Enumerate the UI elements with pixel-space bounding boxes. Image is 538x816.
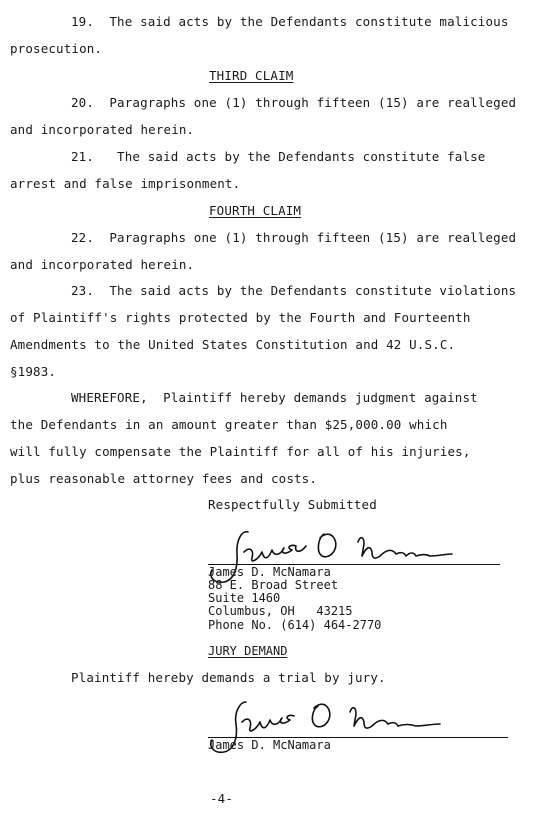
page-number: -4- <box>210 791 234 806</box>
jury-demand-heading: JURY DEMAND <box>208 644 288 658</box>
third-claim-heading: THIRD CLAIM <box>209 68 294 83</box>
paragraph-21-line-2: arrest and false imprisonment. <box>10 176 241 191</box>
fourth-claim-heading: FOURTH CLAIM <box>209 203 302 218</box>
paragraph-21-line-1: 21. The said acts by the Defendants constitute false <box>71 149 486 164</box>
paragraph-20-line-1: 20. Paragraphs one (1) through fifteen (15) are realleged <box>71 95 517 110</box>
wherefore-line-4: plus reasonable attorney fees and costs. <box>10 471 318 486</box>
paragraph-23-line-3: Amendments to the United States Constitution and 42 U.S.C. <box>10 337 456 352</box>
paragraph-22-line-2: and incorporated herein. <box>10 257 195 272</box>
jury-demand-text: Plaintiff hereby demands a trial by jury. <box>71 670 386 685</box>
closing-text: Respectfully Submitted <box>208 497 377 512</box>
paragraph-22-line-1: 22. Paragraphs one (1) through fifteen (15) are realleged <box>71 230 517 245</box>
paragraph-23-line-4: §1983. <box>10 364 57 379</box>
attorney-name: James D. McNamara <box>208 565 331 579</box>
paragraph-23-line-2: of Plaintiff's rights protected by the Fourth and Fourteenth <box>10 310 471 325</box>
paragraph-23-line-1: 23. The said acts by the Defendants constitute violations <box>71 283 517 298</box>
jury-signer-name: James D. McNamara <box>208 738 331 752</box>
wherefore-line-3: will fully compensate the Plaintiff for all of his injuries, <box>10 444 471 459</box>
attorney-suite: Suite 1460 <box>208 591 281 605</box>
wherefore-line-2: the Defendants in an amount greater than $25,000.00 which <box>10 417 448 432</box>
attorney-city: Columbus, OH 43215 <box>208 604 353 618</box>
paragraph-19-line-1: 19. The said acts by the Defendants constitute malicious <box>71 14 509 29</box>
attorney-phone: Phone No. (614) 464-2770 <box>208 618 382 632</box>
attorney-street: 88 E. Broad Street <box>208 578 339 592</box>
paragraph-20-line-2: and incorporated herein. <box>10 122 195 137</box>
wherefore-line-1: WHEREFORE, Plaintiff hereby demands judgment against <box>71 390 478 405</box>
paragraph-19-line-2: prosecution. <box>10 41 103 56</box>
